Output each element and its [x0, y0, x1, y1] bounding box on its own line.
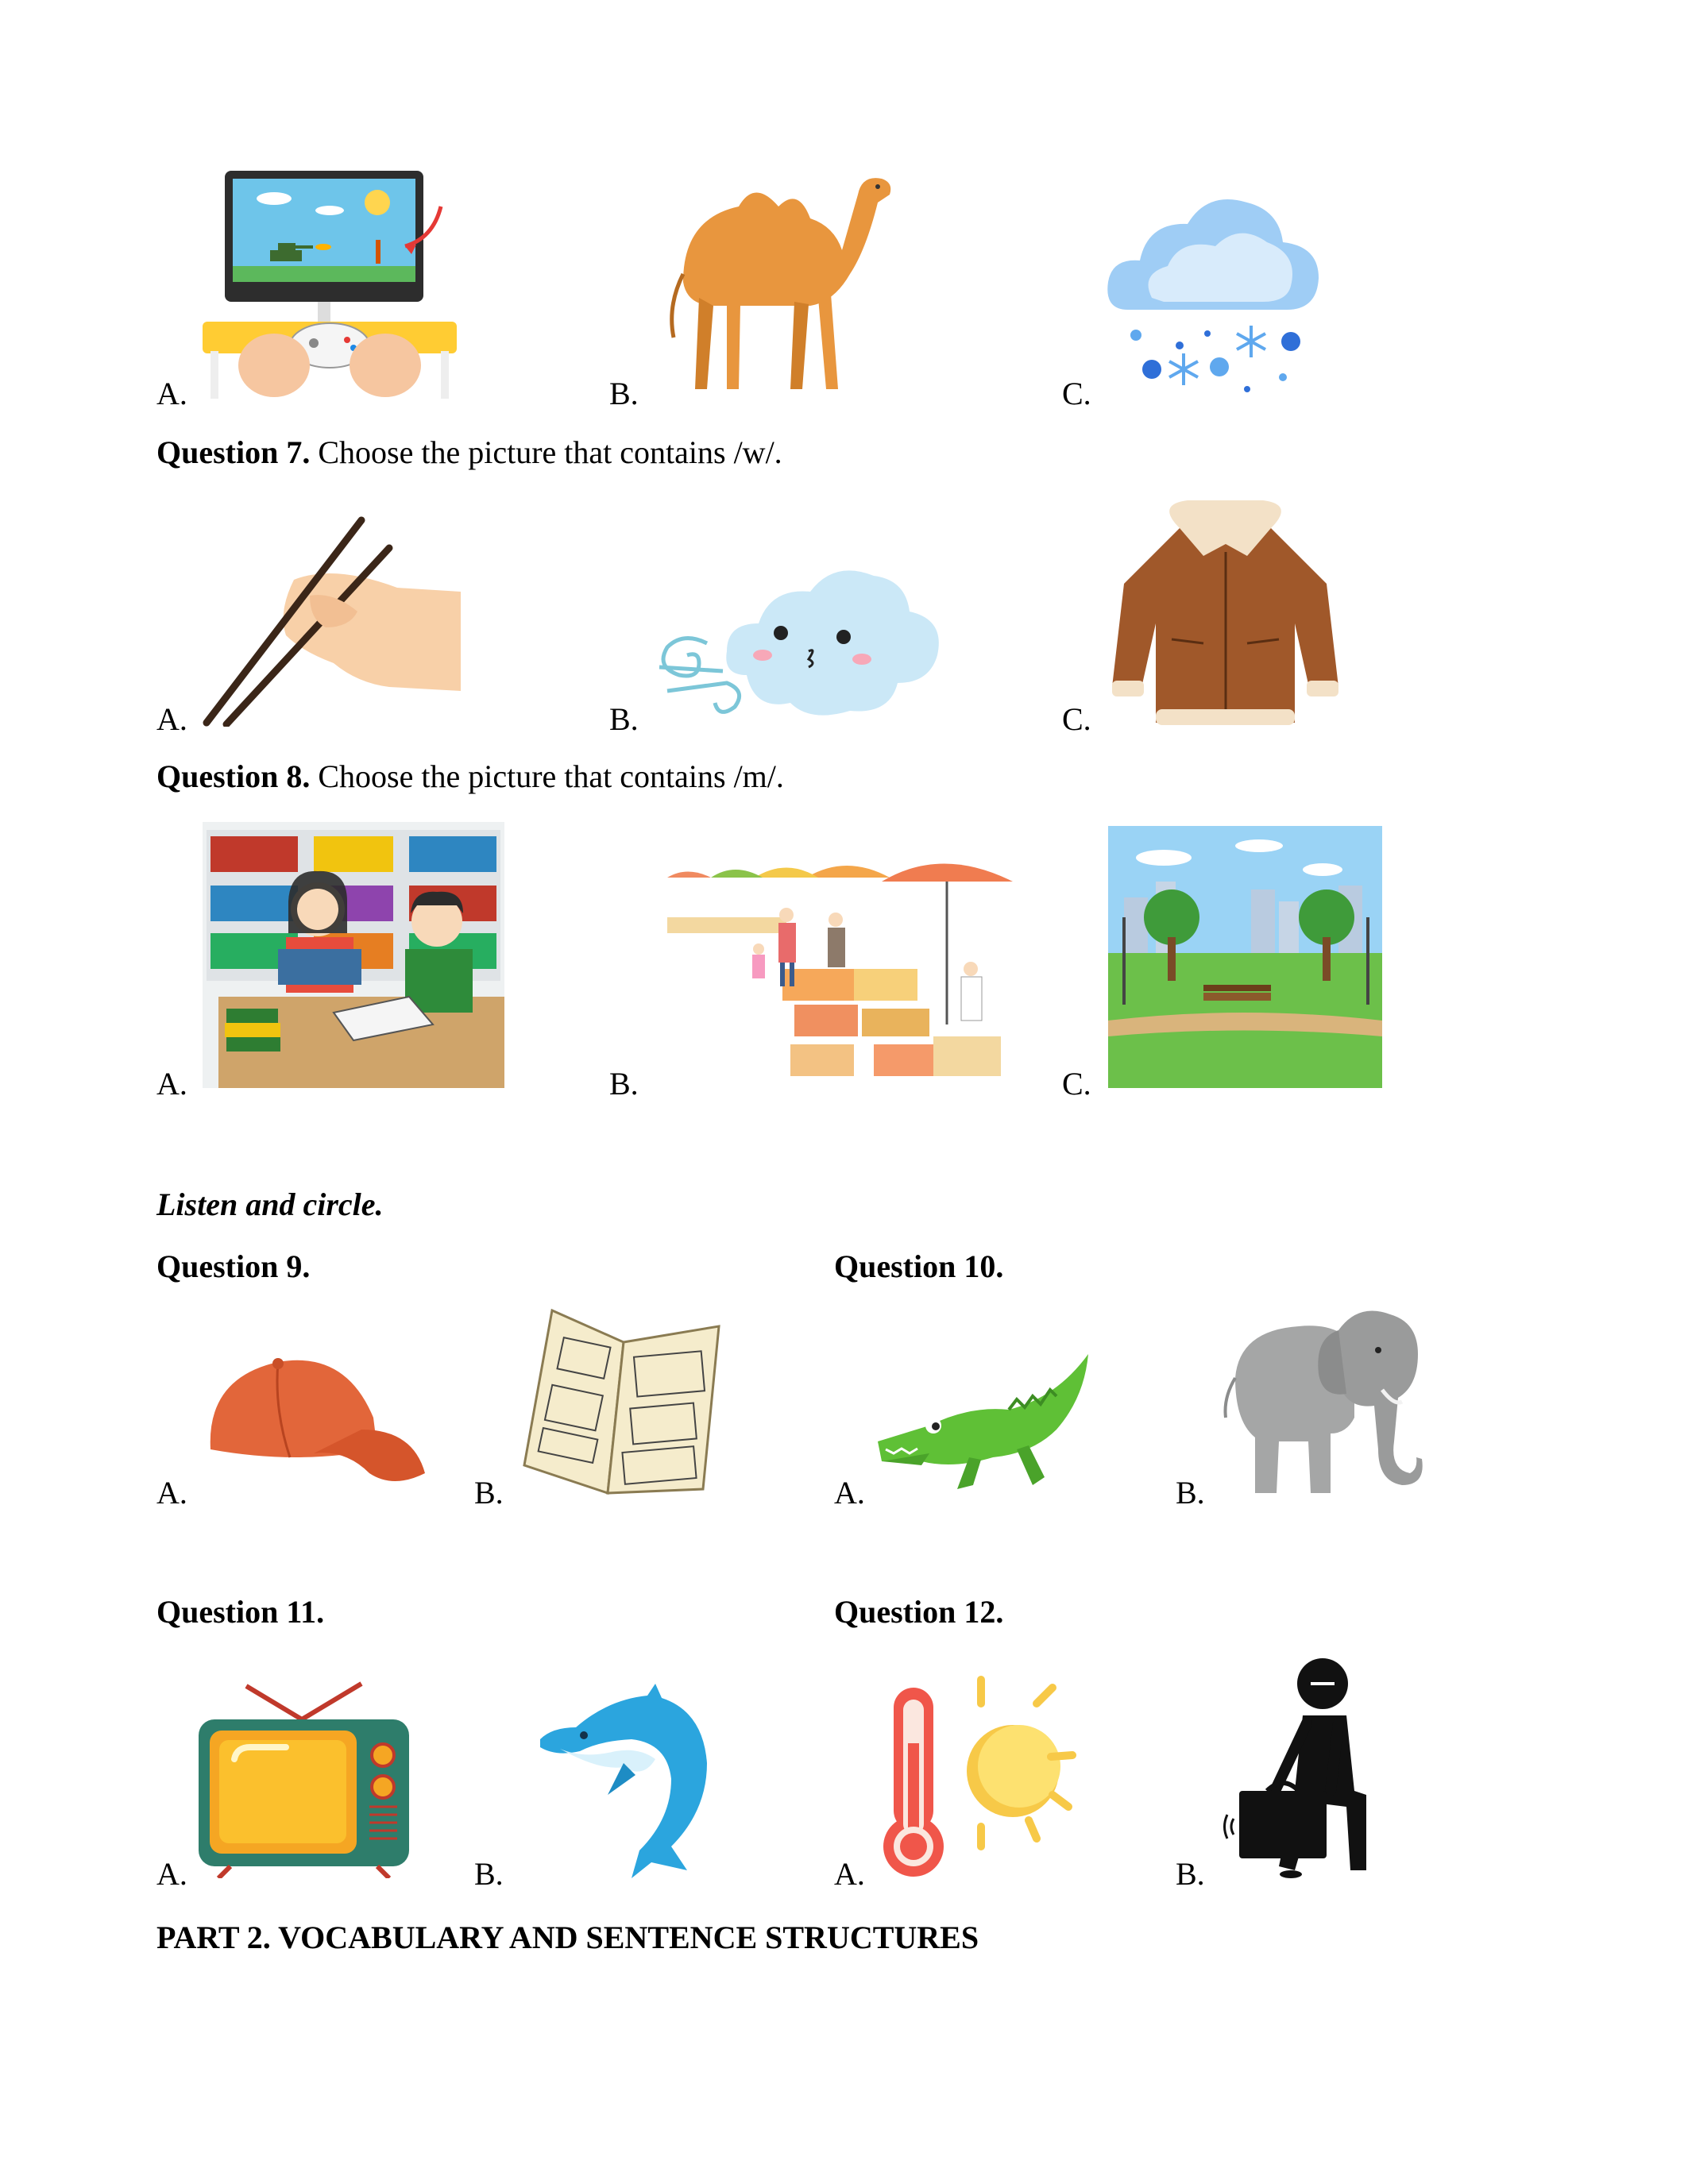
- question-7-prompt: [156, 434, 782, 470]
- question-7-label: Question 7.: [156, 434, 311, 470]
- option-b-label[interactable]: B.: [609, 701, 639, 737]
- dolphin-icon[interactable]: [536, 1684, 715, 1878]
- option-a-label[interactable]: A.: [156, 1856, 187, 1892]
- question-12-label: Question 12.: [834, 1594, 1004, 1630]
- hot-weather-icon[interactable]: [878, 1668, 1076, 1878]
- option-c-label[interactable]: C.: [1062, 701, 1091, 737]
- section-listen-heading: Listen and circle.: [156, 1187, 384, 1222]
- crocodile-icon[interactable]: [874, 1350, 1096, 1497]
- question-8-label: Question 8.: [156, 758, 311, 794]
- option-b-label[interactable]: B.: [609, 376, 639, 411]
- market-icon[interactable]: [651, 850, 1021, 1088]
- option-a-label[interactable]: A.: [156, 376, 187, 411]
- comic-book-icon[interactable]: [520, 1302, 731, 1497]
- wind-icon[interactable]: [651, 556, 945, 727]
- question-10-label: Question 10.: [834, 1248, 1004, 1284]
- camel-icon[interactable]: [651, 163, 898, 401]
- library-icon[interactable]: [203, 822, 504, 1088]
- option-b-label[interactable]: B.: [474, 1856, 504, 1892]
- question-9-label: Question 9.: [156, 1248, 311, 1284]
- elephant-icon[interactable]: [1219, 1298, 1430, 1497]
- question-7-text: Choose the picture that contains /w/.: [310, 434, 782, 470]
- option-b-label[interactable]: B.: [474, 1475, 504, 1511]
- snow-icon[interactable]: [1104, 191, 1327, 405]
- heavy-bag-icon[interactable]: [1219, 1656, 1374, 1878]
- option-a-label[interactable]: A.: [834, 1475, 865, 1511]
- question-11-label: Question 11.: [156, 1594, 325, 1630]
- chopsticks-icon[interactable]: [199, 516, 461, 727]
- television-icon[interactable]: [199, 1680, 409, 1878]
- option-b-label[interactable]: B.: [1176, 1475, 1205, 1511]
- park-icon[interactable]: [1108, 826, 1382, 1088]
- jacket-icon[interactable]: [1108, 496, 1342, 727]
- option-a-label[interactable]: A.: [156, 701, 187, 737]
- option-a-label[interactable]: A.: [834, 1856, 865, 1892]
- option-b-label[interactable]: B.: [1176, 1856, 1205, 1892]
- option-c-label[interactable]: C.: [1062, 376, 1091, 411]
- option-b-label[interactable]: B.: [609, 1066, 639, 1102]
- question-8-prompt: [156, 758, 784, 794]
- part-2-heading: PART 2. VOCABULARY AND SENTENCE STRUCTURES: [156, 1920, 979, 1955]
- option-a-label[interactable]: A.: [156, 1475, 187, 1511]
- question-8-text: Choose the picture that contains /m/.: [310, 758, 784, 794]
- option-a-label[interactable]: A.: [156, 1066, 187, 1102]
- option-c-label[interactable]: C.: [1062, 1066, 1091, 1102]
- computer-game-icon[interactable]: [203, 167, 457, 405]
- cap-icon[interactable]: [203, 1354, 429, 1493]
